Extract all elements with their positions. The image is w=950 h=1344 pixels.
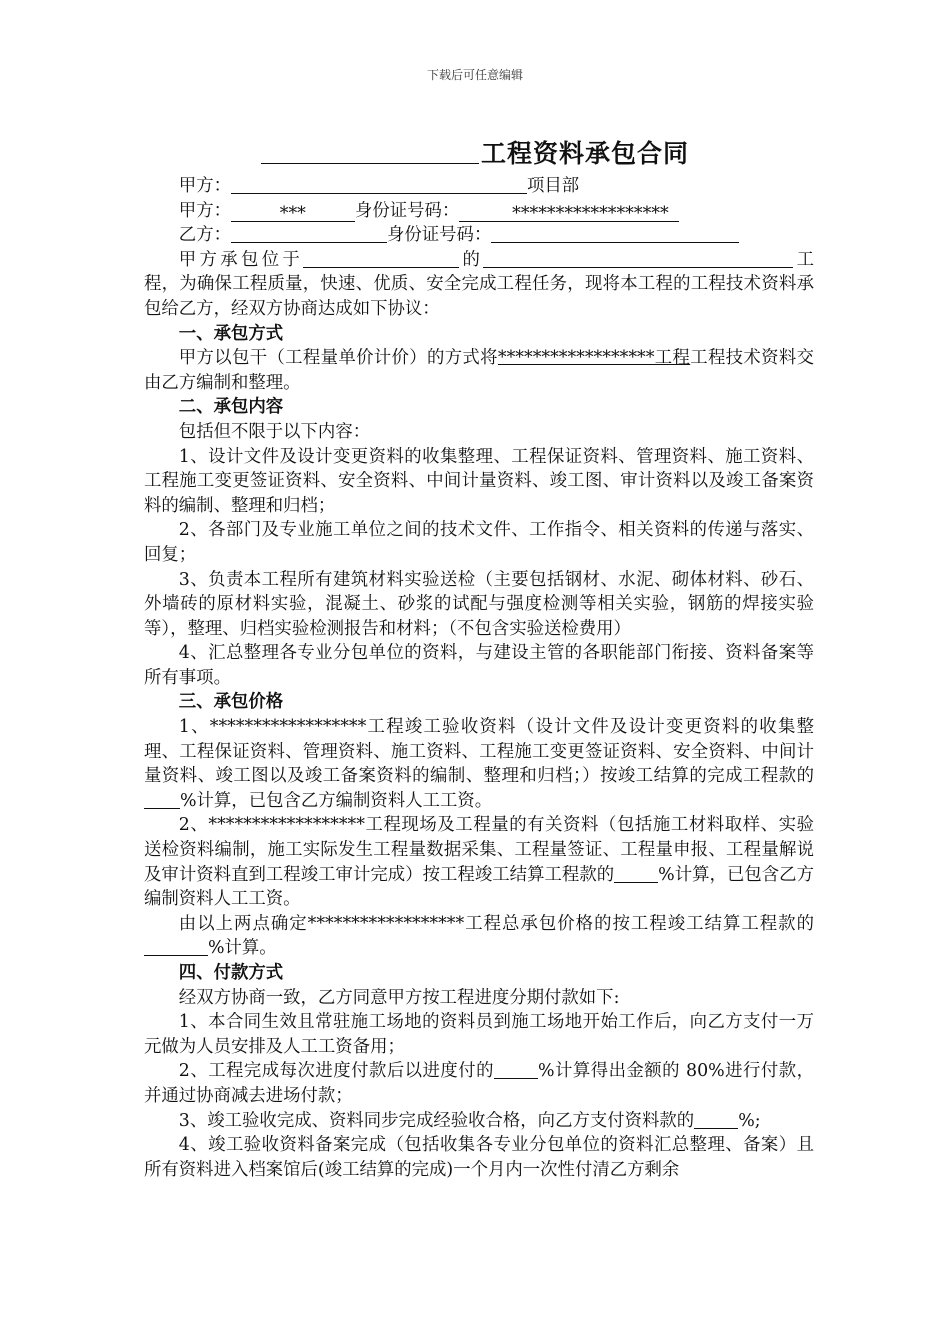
section-3-summary-suffix: %计算。 [208,938,277,959]
party-b-id-label: 身份证号码： [386,225,492,246]
intro-text-1: 甲方承包位于 [178,249,304,270]
section-4-item-3-blank [694,1110,738,1129]
section-2-heading: 二、承包内容 [178,397,284,418]
party-a-suffix: 项目部 [526,176,580,196]
intro-paragraph [144,248,814,322]
section-2-lead: 包括但不限于以下内容： [178,421,371,442]
section-3-summary-text: 由以上两点确定******************工程总承包价格的按工程竣工结算工程款的 [178,913,814,934]
contract-body [144,174,814,1182]
section-4-item-3-text: 3、竣工验收完成、资料同步完成经验收合格，向乙方支付资料款的 [178,1110,695,1131]
party-a-label: 甲方： [178,176,231,196]
section-4-item-1: 1、本合同生效且常驻施工场地的资料员到施工场地开始工作后，向乙方支付一万元做为人员安排及人工工资备用； [144,1012,814,1057]
intro-text-3: 工程， [144,249,814,295]
party-a-line [144,174,814,199]
section-3-item-1 [144,715,814,813]
party-b-id-blank [491,224,739,243]
party-a2-id: ****************** [459,202,679,222]
intro-text-rest: 为确保工程质量，快速、优质、安全完成工程任务，现将本工程的工程技术资料承包给乙方，经双方协商达成如下协议： [144,274,814,319]
party-a2-id-label: 身份证号码： [354,200,460,221]
section-1-text [144,346,814,395]
section-4-item-2-blank [494,1060,538,1079]
section-3-heading: 三、承包价格 [178,692,284,713]
section-1-text-a: 甲方以包干（工程量单价计价）的方式将 [178,348,498,369]
section-3-summary [144,912,814,961]
section-3-item-1-text: 1、******************工程竣工验收资料（设计文件及设计变更资料的收集整理、工程保证资料、管理资料、施工资料、工程施工变更签证资料、安全资料、中间计量资料、竣工图以及竣工备案资料的编制、整理和归档；）按竣工结算的完成工程款的 [144,717,814,787]
section-1-heading: 一、承包方式 [178,323,284,344]
section-3-item-2-blank [614,864,658,883]
title-text: 工程资料承包合同 [480,139,689,168]
section-4-item-3-suffix: %; [738,1110,761,1131]
party-a2-line [144,199,814,224]
party-b-line [144,223,814,248]
header-note: 下载后可任意编辑 [426,68,523,82]
party-a2-name: *** [231,202,355,222]
contract-title [0,134,950,170]
section-2-item-3: 3、负责本工程所有建筑材料实验送检（主要包括钢材、水泥、砌体材料、砂石、外墙砖的原材料实验，混凝土、砂浆的试配与强度检测等相关实验，钢筋的焊接实验等），整理、归档实验检测报告和材料；（不包含实验送检费用） [144,569,814,639]
section-4-heading: 四、付款方式 [178,963,284,983]
section-4-item-2-suffix: %计算得出金额的 80%进行付款，并通过协商减去进场付款； [144,1061,814,1106]
section-3-item-2-suffix: %计算，已包含乙方编制资料人工工资。 [144,864,814,910]
section-3-item-1-suffix: %计算，已包含乙方编制资料人工工资。 [180,790,493,811]
party-a-blank [231,175,527,194]
title-blank [261,141,479,164]
section-3-item-2-text: 2、******************工程现场及工程量的有关资料（包括施工材料取样、实验送检资料编制，施工实际发生工程量数据采集、工程量签证、工程量申报、工程量解说及审计资料直到工程竣工审计完成）按工程竣工结算工程款的 [144,815,814,885]
section-2-item-4: 4、汇总整理各专业分包单位的资料，与建设主管的各职能部门衔接、资料备案等所有事项。 [144,643,814,688]
section-4-item-2-text: 2、工程完成每次进度付款后以进度付的 [178,1061,494,1082]
section-4-item-3 [144,1109,814,1134]
section-3-summary-blank [144,937,208,956]
section-1-project-name: ******************工程 [497,348,691,369]
intro-location-blank [303,249,459,268]
party-b-blank [231,224,387,243]
intro-project-blank [483,249,793,268]
intro-text-2: 的 [459,249,484,270]
party-b-label: 乙方： [178,225,231,246]
section-2-item-2: 2、各部门及专业施工单位之间的技术文件、工作指令、相关资料的传递与落实、回复； [144,520,814,565]
party-a2-label: 甲方： [178,200,231,221]
section-1-text-b: 工程技术资料交由乙方编制和整理。 [144,348,814,393]
section-4-lead: 经双方协商一致，乙方同意甲方按工程进度分期付款如下: [178,987,620,1008]
section-3-item-2 [144,813,814,911]
section-4-item-2 [144,1059,814,1108]
section-4-item-4: 4、竣工验收资料备案完成（包括收集各专业分包单位的资料汇总整理、备案）且所有资料进入档案馆后(竣工结算的完成)一个月内一次性付清乙方剩余 [144,1135,814,1180]
section-2-item-1: 1、设计文件及设计变更资料的收集整理、工程保证资料、管理资料、施工资料、工程施工变更签证资料、安全资料、中间计量资料、竣工图、审计资料以及竣工备案资料的编制、整理和归档； [144,446,814,516]
section-3-item-1-blank [144,790,180,809]
